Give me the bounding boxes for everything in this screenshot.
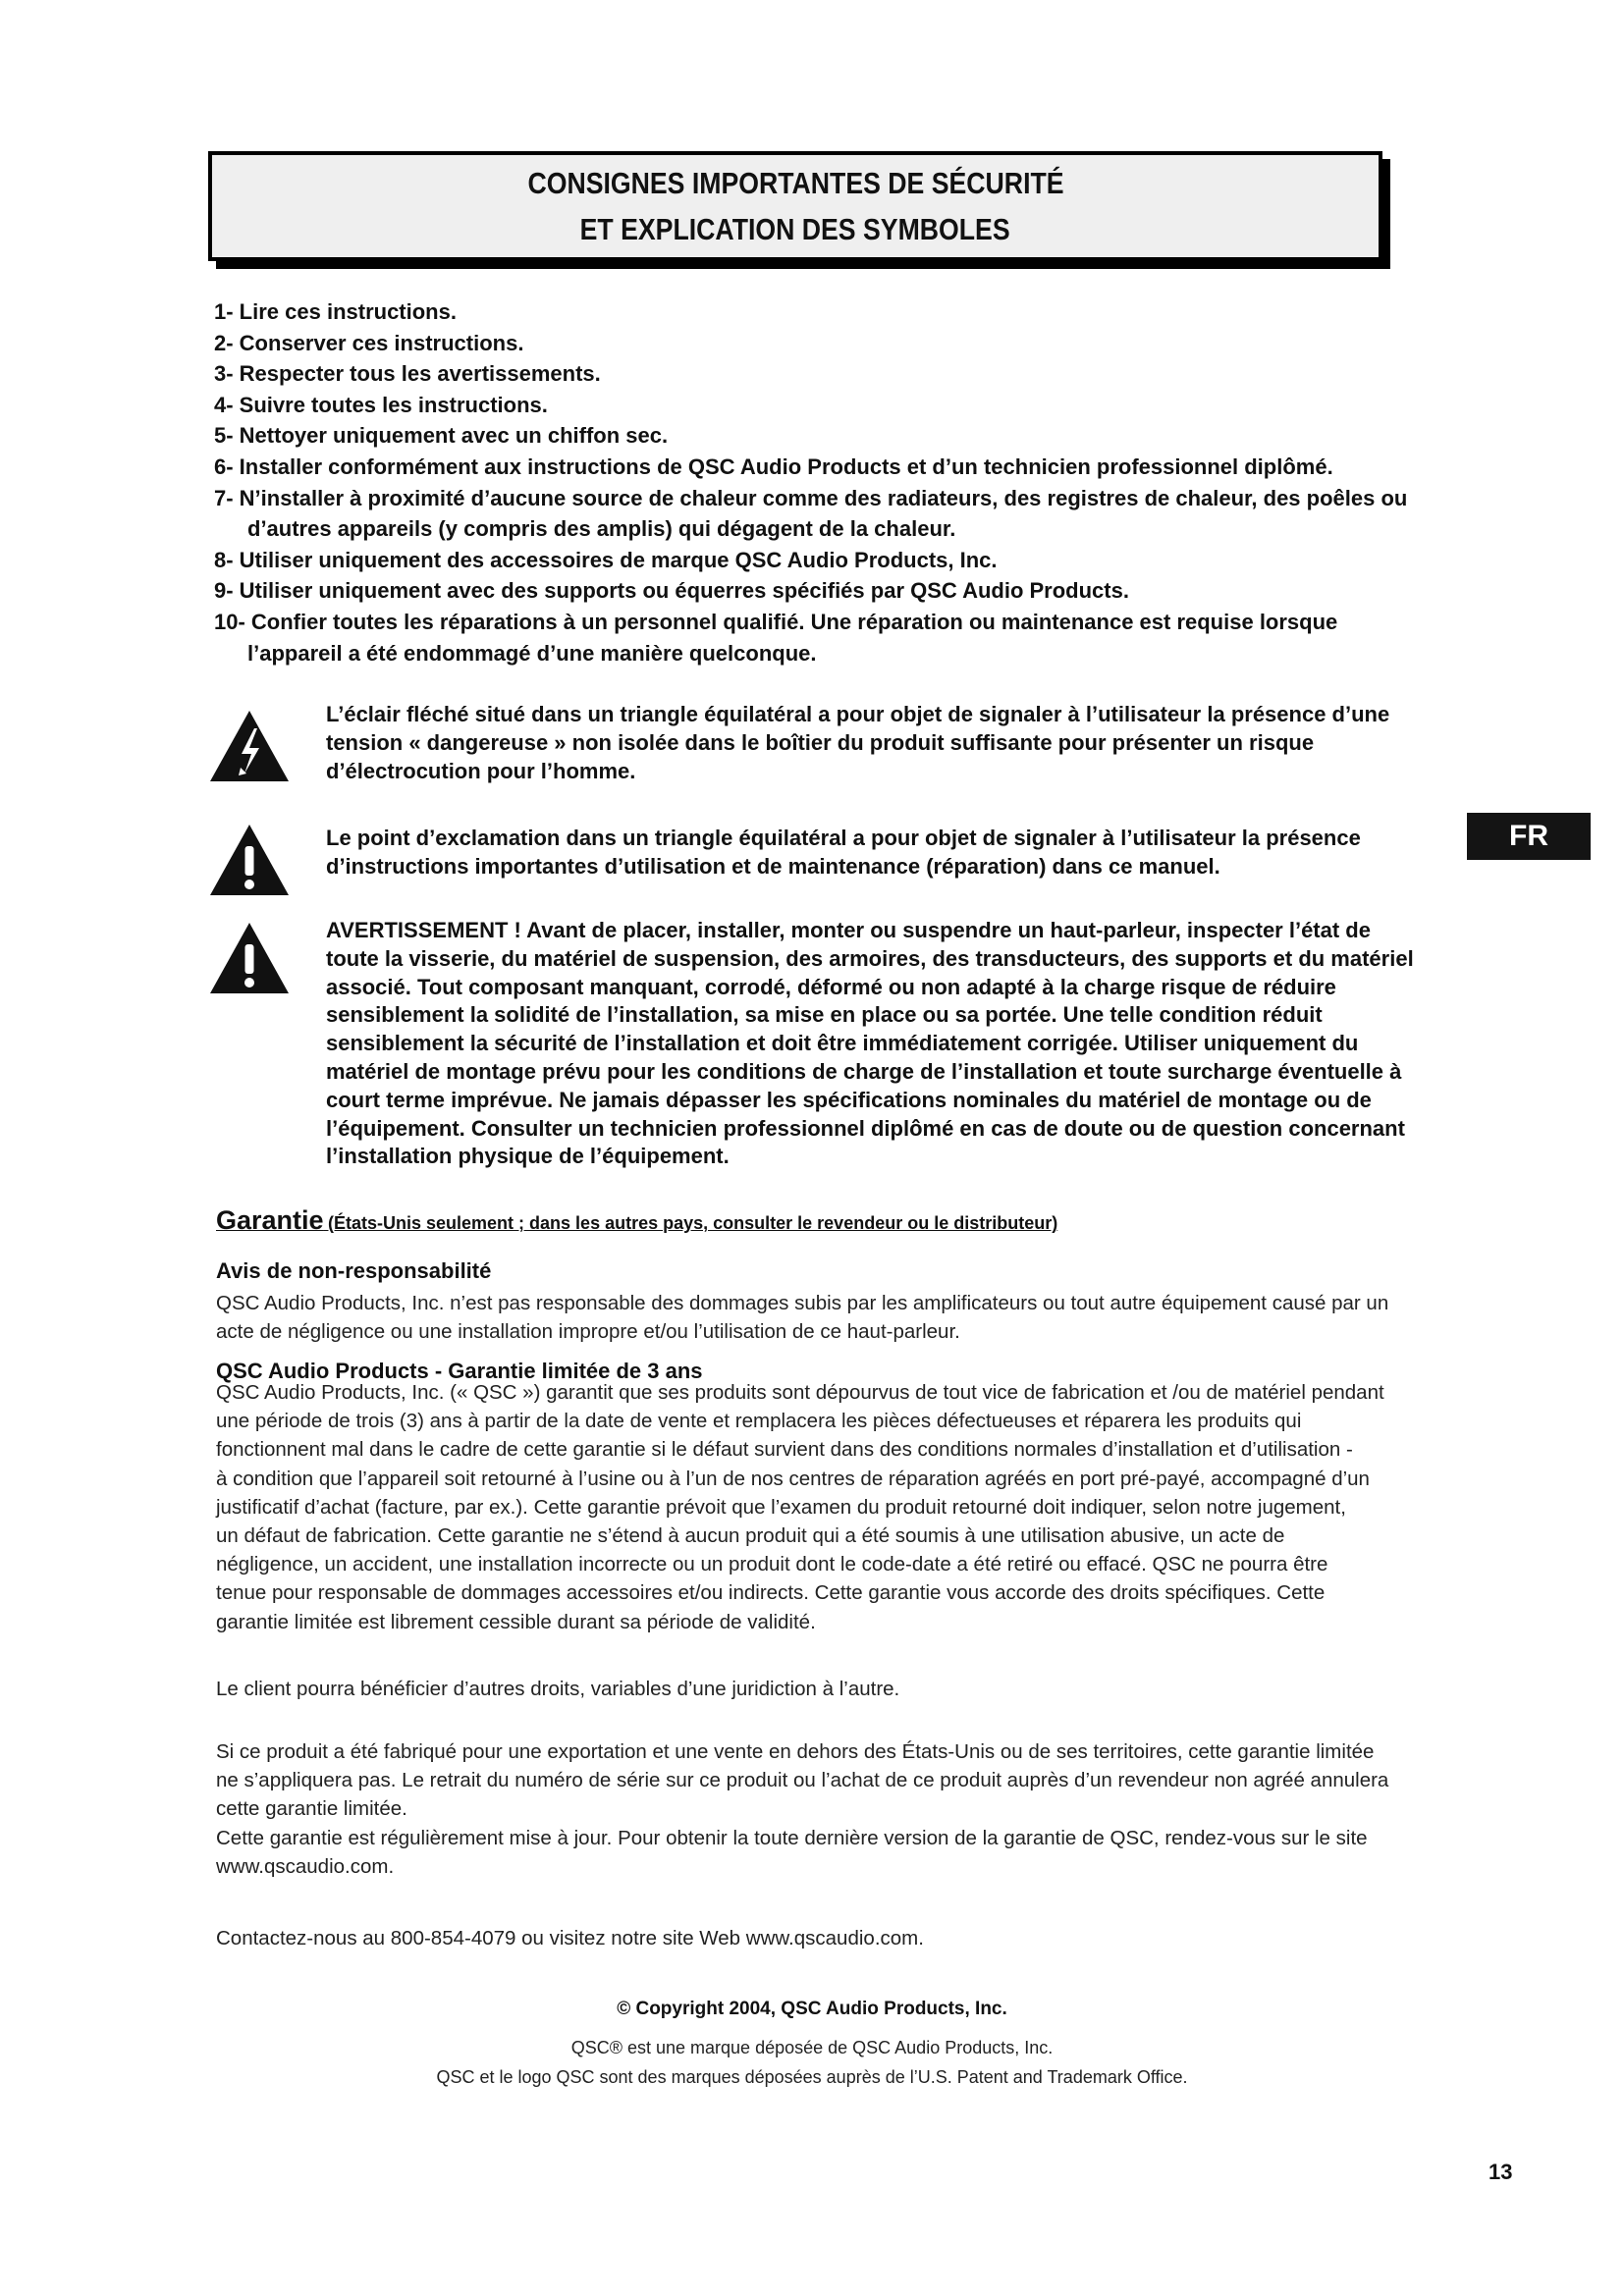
lightning-explanation (326, 701, 1426, 785)
export-paragraph (216, 1737, 1443, 1881)
trademark-notice-2: QSC et le logo QSC sont des marques déposées auprès de l’U.S. Patent and Trademark Office. (436, 2067, 1188, 2087)
text-line: ne s’appliquera pas. Le retrait du numéro de série sur ce produit ou l’achat de ce produit auprès d’un revendeur non agréé annulera (216, 1769, 1389, 1792)
lightning-triangle-icon (208, 709, 291, 783)
text-line: justificatif d’achat (facture, par ex.). Cette garantie prévoit que l’examen du produit retourné doit indiquer, selon notre jugement, (216, 1495, 1346, 1519)
text-line: cette garantie limitée. (216, 1797, 407, 1821)
copyright-notice: © Copyright 2004, QSC Audio Products, Inc. (617, 1999, 1007, 2019)
instruction-item: 4- Suivre toutes les instructions. (214, 392, 548, 417)
text-line: fonctionnent mal dans le cadre de cette garantie si le défaut survient dans des conditions normales d’installation et d’utilisation - (216, 1438, 1353, 1462)
title-line-1: CONSIGNES IMPORTANTES DE SÉCURITÉ (526, 166, 1064, 200)
jurisdiction-paragraph: Le client pourra bénéficier d’autres droits, variables d’une juridiction à l’autre. (216, 1678, 900, 1700)
text-line: à condition que l’appareil soit retourné à l’usine ou à l’un de nos centres de réparation agréés en port pré-payé, accompagné d’un (216, 1467, 1370, 1490)
limited-warranty-paragraph (216, 1378, 1443, 1636)
text-line: d’instructions importantes d’utilisation et de maintenance (réparation) dans ce manuel. (326, 853, 1220, 879)
trademark-notice-1: QSC® est une marque déposée de QSC Audio Products, Inc. (570, 2038, 1054, 2057)
text-line: une période de trois (3) ans à partir de la date de vente et remplacera les pièces défectueuses et réparera les produits qui (216, 1410, 1302, 1433)
lightning-symbol-section (208, 701, 1426, 795)
text-line: L’éclair fléché situé dans un triangle équilatéral a pour objet de signaler à l’utilisateur la présence d’une (326, 702, 1390, 726)
text-line: QSC Audio Products, Inc. (« QSC ») garantit que ses produits sont dépourvus de tout vice de fabrication et /ou de matériel pendant (216, 1381, 1384, 1404)
text-line: tenue pour responsable de dommages accessoires et/ou indirects. Cette garantie vous accorde des droits spécifiques. Cette (216, 1581, 1326, 1605)
text-line: un défaut de fabrication. Cette garantie ne s’étend à aucun produit qui a été soumis à une utilisation abusive, un acte de (216, 1524, 1285, 1548)
instruction-item-continued: l’appareil a été endommagé d’une manière quelconque. (247, 640, 817, 666)
disclaimer-paragraph (216, 1289, 1443, 1346)
text-line: QSC Audio Products, Inc. n’est pas responsable des dommages subis par les amplificateurs ou tout autre équipement causé par un (216, 1292, 1389, 1314)
text-line: l’équipement. Consulter un technicien professionnel diplômé en cas de doute ou de question concernant (326, 1115, 1405, 1141)
text-line: matériel de montage prévu pour les conditions de charge de l’installation et toute surcharge éventuelle à (326, 1058, 1402, 1084)
text-line: AVERTISSEMENT ! Avant de placer, installer, monter ou suspendre un haut-parleur, inspecter l’état de (326, 918, 1371, 942)
language-tab-fr: FR (1467, 813, 1591, 860)
instruction-item: 7- N’installer à proximité d’aucune source de chaleur comme des radiateurs, des registres de chaleur, des poêles ou (214, 485, 1408, 510)
instruction-item: 2- Conserver ces instructions. (214, 330, 524, 355)
warning-explanation (326, 917, 1426, 1171)
text-line: acte de négligence ou une installation impropre et/ou l’utilisation de ce haut-parleur. (216, 1320, 960, 1344)
text-line: associé. Tout composant manquant, corrodé, déformé ou non adapté à la charge risque de réduire (326, 974, 1336, 999)
warranty-title: Garantie (216, 1205, 324, 1235)
title-line-2: ET EXPLICATION DES SYMBOLES (580, 212, 1010, 246)
warning-triangle-icon (208, 921, 291, 995)
title-box (208, 151, 1382, 261)
warranty-scope-note: (États-Unis seulement ; dans les autres pays, consulter le revendeur ou le distributeur) (328, 1213, 1058, 1233)
instruction-item-continued: d’autres appareils (y compris des amplis) qui dégagent de la chaleur. (247, 516, 956, 542)
disclaimer-title: Avis de non-responsabilité (216, 1258, 492, 1283)
text-line: Si ce produit a été fabriqué pour une exportation et une vente en dehors des États-Unis ou de ses territoires, cette garantie limitée (216, 1740, 1375, 1763)
instruction-item: 8- Utiliser uniquement des accessoires de marque QSC Audio Products, Inc. (214, 547, 998, 572)
text-line: court terme imprévue. Ne jamais dépasser les spécifications nominales du matériel de montage ou de (326, 1087, 1372, 1112)
text-line: sensiblement la solidité de l’installation, sa mise en place ou sa portée. Une telle condition réduit (326, 1002, 1323, 1028)
exclamation-symbol-section (208, 825, 1426, 893)
text-line: garantie limitée est librement cessible durant sa période de validité. (216, 1610, 816, 1633)
instruction-item: 6- Installer conformément aux instructions de QSC Audio Products et d’un technicien professionnel diplômé. (214, 454, 1333, 479)
warranty-heading (216, 1205, 1057, 1236)
text-line: toute la visserie, du matériel de suspension, des armoires, des transducteurs, des supports et du matériel (326, 945, 1414, 971)
page-number: 13 (1489, 2160, 1513, 2184)
text-line: www.qscaudio.com. (216, 1854, 395, 1878)
instruction-item: 1- Lire ces instructions. (214, 299, 457, 324)
text-line: négligence, un accident, une installation incorrecte ou un produit dont le code-date a été retiré ou effacé. QSC ne pourra être (216, 1553, 1328, 1576)
text-line: tension « dangereuse » non isolée dans le boîtier du produit suffisante pour présenter un risque (326, 729, 1315, 755)
text-line: d’électrocution pour l’homme. (326, 758, 636, 783)
instruction-item: 3- Respecter tous les avertissements. (214, 361, 601, 387)
warning-symbol-section (208, 917, 1426, 1182)
text-line: sensiblement la sécurité de l’installation et doit être immédiatement corrigée. Utiliser uniquement du (326, 1031, 1359, 1056)
instruction-item: 10- Confier toutes les réparations à un personnel qualifié. Une réparation ou maintenance est requise lorsque (214, 609, 1338, 634)
limited-warranty-title: QSC Audio Products - Garantie limitée de 3 ans (216, 1359, 703, 1383)
text-line: Cette garantie est régulièrement mise à jour. Pour obtenir la toute dernière version de la garantie de QSC, rendez-vous sur le site (216, 1826, 1368, 1849)
contact-paragraph: Contactez-nous au 800-854-4079 ou visitez notre site Web www.qscaudio.com. (216, 1927, 924, 1949)
instruction-item: 9- Utiliser uniquement avec des supports ou équerres spécifiés par QSC Audio Products. (214, 578, 1129, 604)
text-line: l’installation physique de l’équipement. (326, 1144, 730, 1169)
instruction-item: 5- Nettoyer uniquement avec un chiffon sec. (214, 423, 669, 449)
exclamation-triangle-icon (208, 823, 291, 897)
exclamation-explanation (326, 825, 1426, 881)
safety-instructions-list (214, 296, 1432, 668)
text-line: Le point d’exclamation dans un triangle équilatéral a pour objet de signaler à l’utilisateur la présence (326, 826, 1361, 850)
